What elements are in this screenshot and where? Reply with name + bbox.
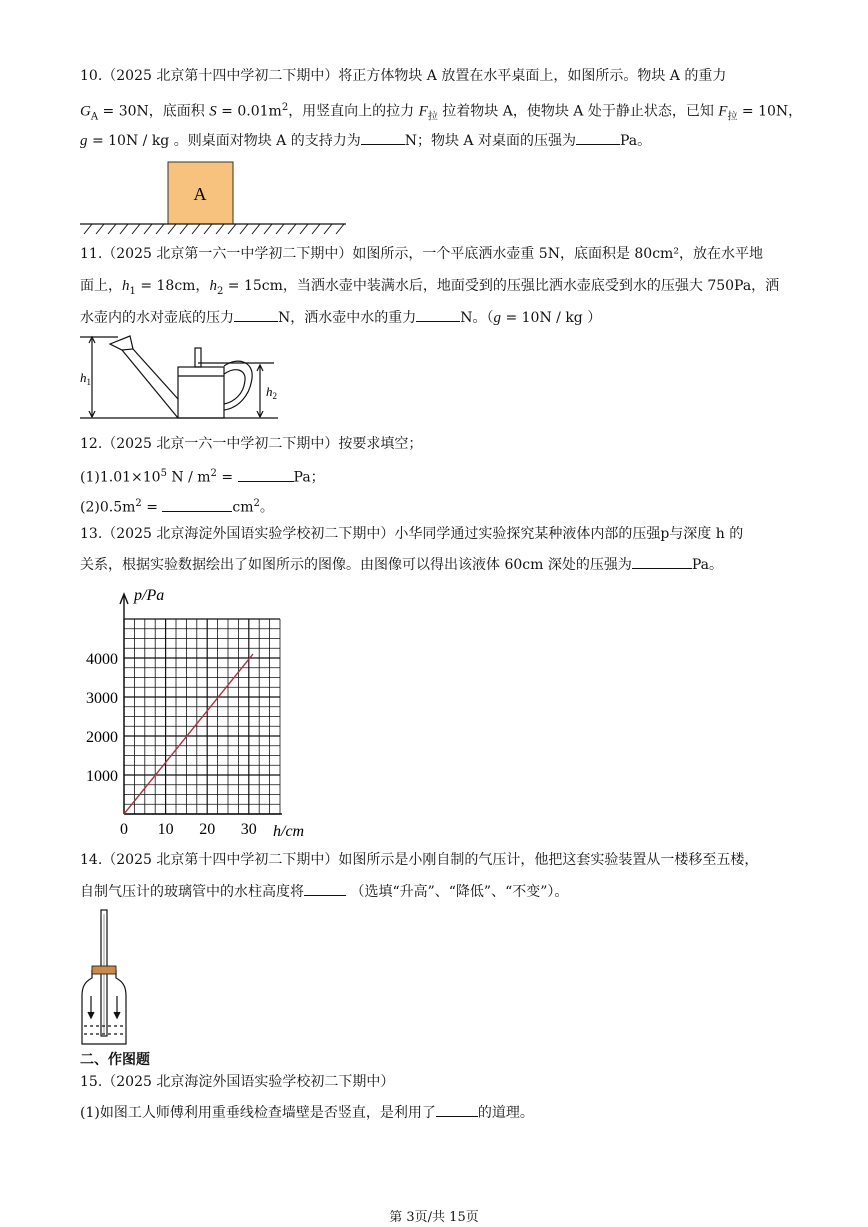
answer-blank-support-force[interactable] — [361, 130, 405, 145]
var-f: F — [418, 103, 428, 120]
sub-la: 拉 — [727, 111, 738, 123]
text-seg: = 18cm， — [135, 278, 210, 294]
chart-ylabel: p/Pa — [134, 587, 165, 604]
sup-5: 5 — [160, 468, 167, 479]
text-seg: = 10N / kg 。则桌面对物块 A 的支持力为 — [87, 133, 361, 149]
answer-blank-principle[interactable] — [436, 1102, 478, 1117]
watering-can-figure — [78, 334, 288, 424]
text-seg: 关系，根据实验数据绘出了如图所示的图像。由图像可以得出该液体 60cm 深处的压强为 — [80, 557, 632, 573]
text-seg: 面上， — [80, 278, 122, 294]
x-tick-label: 10 — [157, 821, 174, 838]
text-seg: (1)如图工人师傅利用重垂线检查墙壁是否竖直，是利用了 — [80, 1105, 436, 1121]
answer-blank-pa[interactable] — [238, 467, 294, 482]
text-seg: = — [141, 499, 158, 516]
text-seg: = 0.01m — [216, 103, 282, 120]
table-hatching — [84, 224, 344, 234]
q12-line-2 — [80, 464, 325, 488]
hatch-mark — [300, 224, 308, 234]
text-seg: （选填“升高”、“降低”、“不变”）。 — [350, 884, 569, 900]
can-body — [178, 367, 224, 418]
hatch-mark — [204, 224, 212, 234]
text-seg: (1)1.01×10 — [80, 469, 161, 486]
text-seg: 。 — [259, 499, 274, 516]
q10-line-1: 10.（2025 北京第十四中学初二下期中）将正方体物块 A 放置在水平桌面上，如图所示。物块 A 的重力 — [80, 68, 727, 84]
pressure-depth-chart — [70, 582, 330, 842]
section-title: 二、作图题 — [80, 1052, 150, 1068]
text-seg: N。（ — [460, 310, 494, 326]
text-seg: = 15cm，当洒水壶中装满水后，地面受到的压强比洒水壶底受到水的压强大 750Pa，洒 — [223, 278, 780, 294]
page-number: 第 3页/共 15页 — [389, 1210, 479, 1225]
hatch-mark — [336, 224, 344, 234]
q15-line-1: 15.（2025 北京海淀外国语实验学校初二下期中） — [80, 1074, 395, 1090]
chart-axes — [120, 594, 282, 814]
x-tick-label: 0 — [120, 821, 128, 838]
hatch-mark — [192, 224, 200, 234]
sub-a: A — [90, 111, 99, 123]
q11-line-2 — [80, 276, 779, 302]
var-g: g — [493, 310, 501, 326]
q12-line-1: 12.（2025 北京一六一中学初二下期中）按要求填空； — [80, 436, 423, 452]
y-tick-label: 3000 — [86, 690, 118, 707]
spout-funnel — [110, 336, 133, 350]
can-handle-inner — [224, 370, 245, 404]
hatch-mark — [144, 224, 152, 234]
answer-blank-pressure[interactable] — [576, 130, 620, 145]
block-a-label: A — [193, 184, 207, 204]
hatch-mark — [108, 224, 116, 234]
text-seg: Pa； — [293, 469, 325, 486]
var-g: g — [80, 133, 88, 149]
sub-la: 拉 — [427, 111, 438, 123]
text-seg: = 10N / kg ） — [501, 310, 602, 326]
text-seg: Pa。 — [619, 133, 652, 149]
var-f: F — [718, 103, 728, 120]
hatch-mark — [168, 224, 176, 234]
chart-tick-labels — [86, 651, 257, 838]
q15-line-2 — [80, 1102, 534, 1123]
q13-line-1: 13.（2025 北京海淀外国语实验学校初二下期中）小华同学通过实验探究某种液体内部的压强p与深度 h 的 — [80, 526, 744, 542]
y-tick-label: 4000 — [86, 651, 118, 668]
text-seg: 的道理。 — [477, 1105, 534, 1121]
text-seg: = — [216, 469, 234, 486]
hatch-mark — [312, 224, 320, 234]
q10-line-2 — [80, 98, 802, 127]
q10-line-3 — [80, 130, 651, 151]
hatch-mark — [132, 224, 140, 234]
barometer-figure — [80, 908, 132, 1048]
text-seg: N，洒水壶中水的重力 — [278, 310, 417, 326]
y-tick-label: 1000 — [86, 768, 118, 785]
sup-2: 2 — [135, 498, 142, 509]
label-h1: $h_1$ — [80, 370, 91, 387]
text-seg: = 30N，底面积 — [98, 103, 210, 120]
sup-2: 2 — [210, 468, 217, 479]
hatch-mark — [252, 224, 260, 234]
hatch-mark — [96, 224, 104, 234]
hatch-mark — [120, 224, 128, 234]
var-s: S — [209, 103, 217, 120]
text-seg: cm — [232, 499, 254, 516]
text-seg: 自制气压计的玻璃管中的水柱高度将 — [80, 884, 304, 900]
hatch-mark — [324, 224, 332, 234]
text-seg: N；物块 A 对桌面的压强为 — [404, 133, 576, 149]
spout-lower-edge — [122, 350, 178, 418]
answer-blank-water-column[interactable] — [304, 881, 346, 896]
var-h2: h — [209, 278, 217, 294]
q12-line-3 — [80, 494, 274, 518]
q10-block-figure — [78, 158, 350, 236]
hatch-mark — [228, 224, 236, 234]
q14-line-2 — [80, 881, 568, 902]
text-seg: 拉着物块 A，使物块 A 处于静止状态，已知 — [437, 103, 719, 120]
q14-line-1: 14.（2025 北京第十四中学初二下期中）如图所示是小刚自制的气压计，他把这套实验装置从一楼移至五楼， — [80, 852, 759, 868]
hatch-mark — [84, 224, 92, 234]
arrow-head-icon — [88, 1012, 94, 1018]
var-g-a: G — [80, 103, 91, 120]
text-seg: N / m — [166, 469, 211, 486]
sup-2: 2 — [253, 498, 260, 509]
text-seg: (2)0.5m — [80, 499, 136, 516]
q11-line-3 — [80, 307, 601, 328]
x-tick-label: 20 — [199, 821, 216, 838]
series-line — [124, 654, 253, 814]
text-seg: ，用竖直向上的拉力 — [288, 103, 419, 120]
sub-2: 2 — [216, 285, 224, 297]
y-tick-label: 2000 — [86, 729, 118, 746]
hatch-mark — [216, 224, 224, 234]
answer-blank-water-weight[interactable] — [416, 307, 460, 322]
text-seg: Pa。 — [691, 557, 723, 573]
chart-xlabel: h/cm — [273, 823, 305, 840]
hatch-mark — [180, 224, 188, 234]
hatch-mark — [156, 224, 164, 234]
hatch-mark — [276, 224, 284, 234]
answer-blank-cm2[interactable] — [162, 497, 232, 512]
answer-blank-pressure-60cm[interactable] — [632, 554, 692, 569]
can-lid-tube — [195, 348, 201, 367]
sup-2: 2 — [281, 102, 289, 113]
sub-1: 1 — [129, 285, 136, 297]
q13-line-2 — [80, 554, 723, 575]
var-h1: h — [122, 278, 130, 294]
cork-stopper — [92, 966, 116, 974]
hatch-mark — [264, 224, 272, 234]
label-h2: $h_2$ — [266, 384, 277, 401]
hatch-mark — [288, 224, 296, 234]
arrow-head-icon — [114, 1012, 120, 1018]
text-seg: = 10N， — [737, 103, 803, 120]
text-seg: 水壶内的水对壶底的压力 — [80, 310, 234, 326]
chart-series — [124, 654, 253, 814]
x-tick-label: 30 — [240, 821, 257, 838]
answer-blank-water-force[interactable] — [234, 307, 278, 322]
q11-line-1: 11.（2025 北京第一六一中学初二下期中）如图所示，一个平底洒水壶重 5N，底面积是 80cm²，放在水平地 — [80, 246, 763, 262]
hatch-mark — [240, 224, 248, 234]
